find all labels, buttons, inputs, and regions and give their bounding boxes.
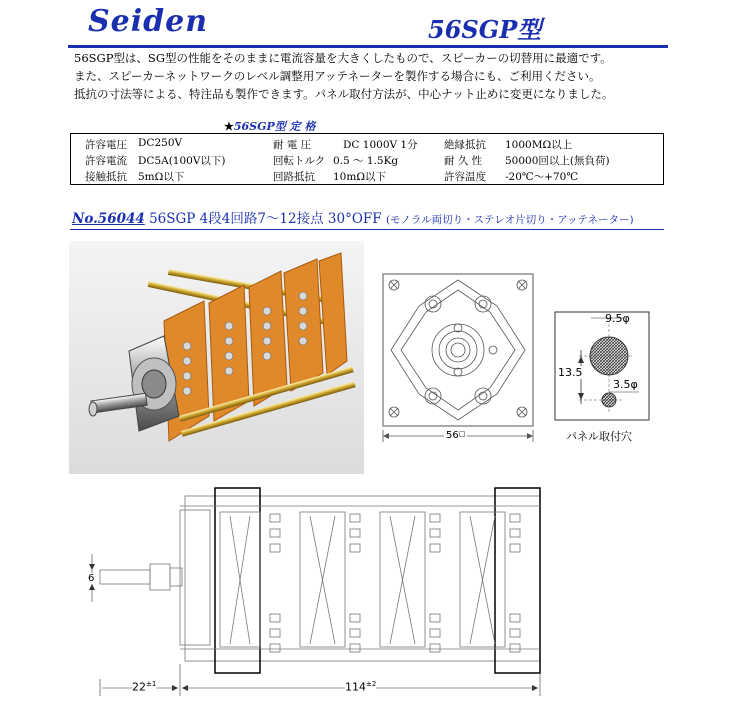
spec-key: 回転トルク (273, 155, 326, 167)
spec-value: 0.5 〜 1.5Kg (333, 155, 399, 167)
spec-value: 1000MΩ以上 (505, 139, 573, 151)
spec-key: 耐 電 圧 (273, 139, 312, 151)
spec-value: -20℃〜+70℃ (505, 171, 579, 183)
product-line (72, 207, 634, 227)
product-description: 56SGP 4段4回路7〜12接点 30°OFF (149, 211, 382, 227)
spec-key: 許容電圧 (85, 139, 127, 151)
spec-value: DC5A(100V以下) (138, 155, 226, 167)
star-icon: ★ (224, 120, 234, 133)
hole-small-label: 3.5φ (613, 378, 638, 391)
body-length-tolerance: ±2 (366, 680, 377, 688)
product-note: (モノラル両切り・ステレオ片切り・アッテネーター) (385, 214, 634, 226)
hole-spacing-label: 13.5 (558, 366, 583, 379)
page-title: 56SGP型 (428, 15, 542, 44)
front-width-mark: □ (458, 430, 466, 438)
body-length-label (345, 680, 376, 694)
hole-large-label: 9.5φ (605, 312, 630, 325)
intro-line-3: 抵抗の寸法等による、特注品も製作できます。パネル取付方法が、中心ナット止めに変更になりました。 (74, 87, 614, 101)
spec-key: 耐 久 性 (444, 155, 483, 167)
front-width-value: 56 (446, 430, 459, 441)
front-width-label (444, 430, 467, 441)
intro-line-2: また、スピーカーネットワークのレベル調整用アッテネーターを製作する場合にも、ご利用ください。 (74, 69, 601, 83)
panel-hole-label: パネル取付穴 (566, 430, 632, 443)
shaft-length-value: 22 (132, 680, 146, 694)
spec-value: 10mΩ以下 (333, 171, 387, 183)
spec-key: 絶縁抵抗 (444, 139, 486, 151)
seiden-logo: Seiden (88, 4, 209, 39)
body-length-value: 114 (345, 680, 366, 694)
side-view-drawing (80, 484, 550, 699)
spec-value: DC250V (138, 137, 183, 149)
shaft-length-tolerance: ±1 (146, 680, 157, 688)
front-view-drawing (375, 266, 545, 451)
spec-key: 回路抵抗 (273, 171, 315, 183)
spec-heading-text: 56SGP型 定 格 (233, 120, 316, 133)
spec-heading (224, 118, 315, 134)
product-photo (69, 241, 364, 474)
spec-key: 許容電流 (85, 155, 127, 167)
product-number: No.56044 (72, 211, 145, 227)
product-rule (70, 229, 664, 230)
header-rule (68, 45, 668, 48)
spec-key: 許容温度 (444, 171, 486, 183)
spec-value: 50000回以上(無負荷) (505, 155, 610, 167)
spec-key: 接触抵抗 (85, 171, 127, 183)
spec-value: 5mΩ以下 (138, 171, 185, 183)
spec-value: DC 1000V 1分 (343, 139, 418, 151)
shaft-length-label (132, 680, 156, 694)
shaft-diameter-label: 6 (88, 573, 95, 584)
intro-line-1: 56SGP型は、SG型の性能をそのままに電流容量を大きくしたもので、スピーカーの切替用に最適です。 (74, 51, 612, 65)
